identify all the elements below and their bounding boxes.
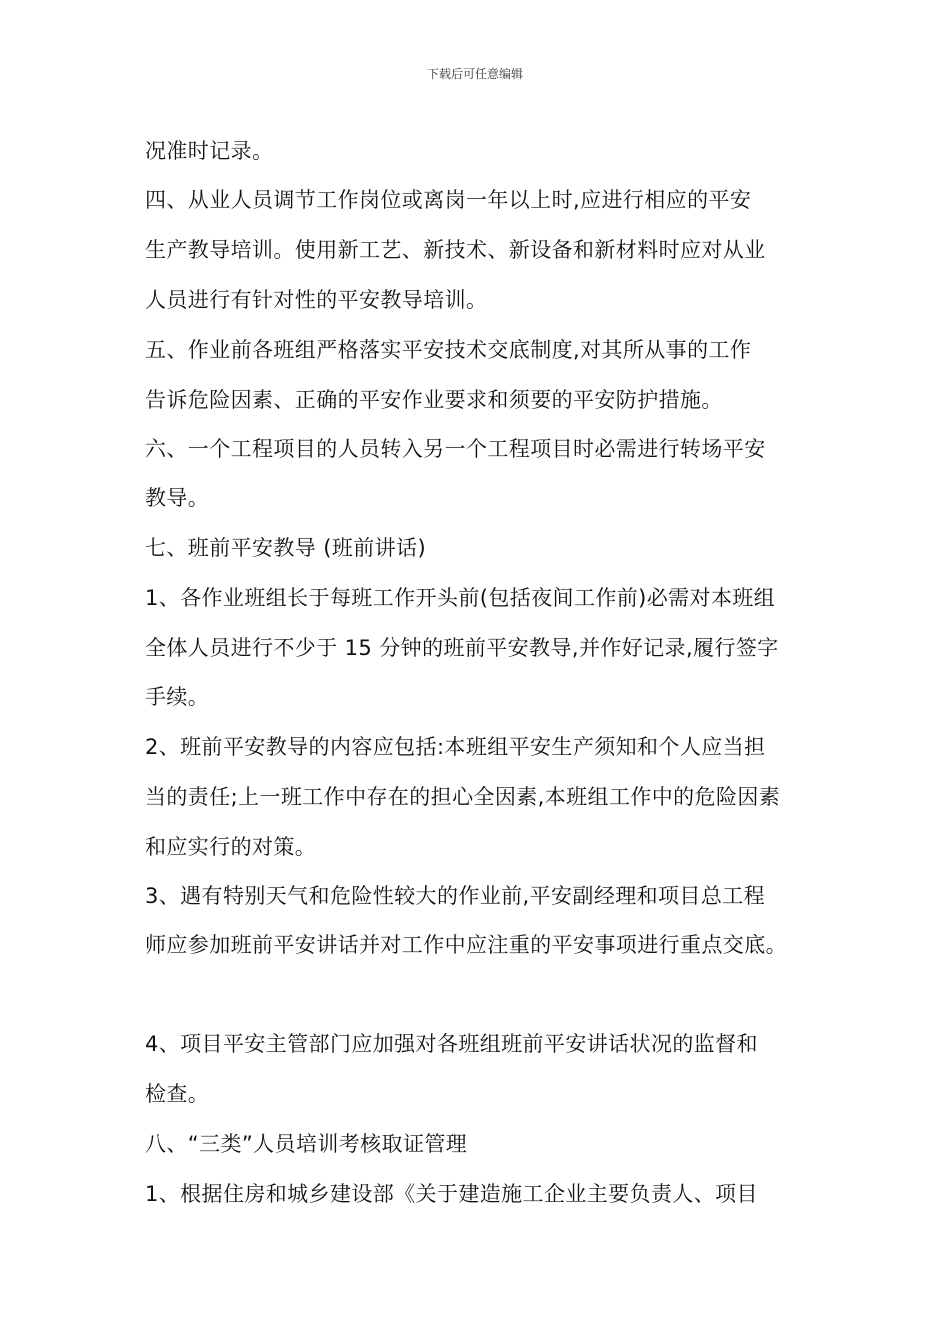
text-line: 六、一个工程项目的人员转入另一个工程项目时必需进行转场平安 xyxy=(145,437,766,461)
text-line: 和应实行的对策。 xyxy=(145,835,317,859)
text-line: 1、根据住房和城乡建设部《关于建造施工企业主要负责人、项目 xyxy=(145,1182,758,1206)
text-line: 告诉危险因素、正确的平安作业要求和须要的平安防护措施。 xyxy=(145,388,723,412)
text-line: 况准时记录。 xyxy=(145,139,274,163)
text-line: 四、从业人员调节工作岗位或离岗一年以上时,应进行相应的平安 xyxy=(145,188,752,212)
text-line: 3、遇有特别天气和危险性较大的作业前,平安副经理和项目总工程 xyxy=(145,884,766,908)
text-line: 手续。 xyxy=(145,685,210,709)
text-line: 1、各作业班组长于每班工作开头前(包括夜间工作前)必需对本班组 xyxy=(145,586,776,610)
page-header-note: 下载后可任意编辑 xyxy=(426,67,523,81)
text-line: 全体人员进行不少于 15 分钟的班前平安教导,并作好记录,履行签字 xyxy=(145,636,779,660)
text-line: 检查。 xyxy=(145,1082,210,1106)
text-line: 师应参加班前平安讲话并对工作中应注重的平安事项进行重点交底。 xyxy=(145,933,787,957)
text-line: 教导。 xyxy=(145,486,210,510)
text-line: 五、作业前各班组严格落实平安技术交底制度,对其所从事的工作 xyxy=(145,338,752,362)
text-line: 七、班前平安教导 (班前讲话) xyxy=(145,536,427,560)
text-line: 生产教导培训。使用新工艺、新技术、新设备和新材料时应对从业 xyxy=(145,238,766,262)
text-line: 4、项目平安主管部门应加强对各班组班前平安讲话状况的监督和 xyxy=(145,1032,758,1056)
text-line: 人员进行有针对性的平安教导培训。 xyxy=(145,288,488,312)
text-line: 当的责任;上一班工作中存在的担心全因素,本班组工作中的危险因素 xyxy=(145,785,781,809)
text-line: 八、“三类”人员培训考核取证管理 xyxy=(145,1132,468,1156)
text-line: 2、班前平安教导的内容应包括:本班组平安生产须知和个人应当担 xyxy=(145,735,766,759)
